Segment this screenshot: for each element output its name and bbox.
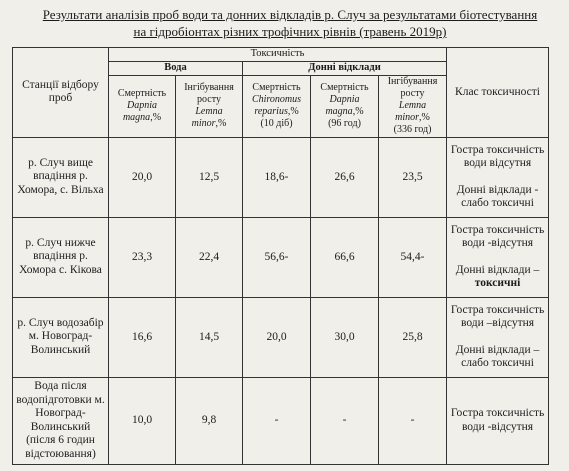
title-line-2: на гідробіонтах різних трофічних рівнів (травень 2019р) — [133, 24, 447, 39]
cell-value: 56,6- — [243, 217, 311, 297]
header-sed-lemna: Інгібування росту Lemna minor,% (336 год) — [379, 75, 447, 137]
cell-value: 30,0 — [311, 297, 379, 377]
header-toxicity: Токсичність — [109, 48, 447, 62]
station-name: Вода після водопідготовки м. Новоград-Волинський (після 6 годин відстоювання) — [13, 377, 109, 464]
header-water-mortality: Смертність Dapnia magna,% — [109, 75, 176, 137]
header-water-inhibition: Інгібування росту Lemna minor,% — [176, 75, 243, 137]
cell-value: - — [311, 377, 379, 464]
table-row — [13, 137, 549, 217]
cell-value: 20,0 — [243, 297, 311, 377]
table-row — [13, 297, 549, 377]
cell-value: 10,0 — [109, 377, 176, 464]
cell-value: 25,8 — [379, 297, 447, 377]
toxicity-class: Гостра токсичність води -відсутня — [447, 377, 549, 464]
cell-value: 66,6 — [311, 217, 379, 297]
station-name: р. Случ вище впадіння р. Хомора, с. Вільха — [13, 137, 109, 217]
station-name: р. Случ водозабір м. Новоград-Волинський — [13, 297, 109, 377]
cell-value: 23,5 — [379, 137, 447, 217]
toxicity-class: Гостра токсичність води –відсутня Донні відклади – слабо токсичні — [447, 297, 549, 377]
cell-value: 22,4 — [176, 217, 243, 297]
cell-value: 23,3 — [109, 217, 176, 297]
toxicity-class: Гостра токсичність води відсутня Донні відклади - слабо токсичні — [447, 137, 549, 217]
cell-value: 26,6 — [311, 137, 379, 217]
table-row — [13, 217, 549, 297]
station-name: р. Случ нижче впадіння р. Хомора с. Кікова — [13, 217, 109, 297]
header-row-toxicity — [13, 48, 549, 62]
cell-value: 18,6- — [243, 137, 311, 217]
cell-value: - — [379, 377, 447, 464]
header-sed-dapnia: Смертність Dapnia magna,% (96 год) — [311, 75, 379, 137]
cell-value: 12,5 — [176, 137, 243, 217]
cell-value: 9,8 — [176, 377, 243, 464]
header-sediments: Донні відклади — [243, 62, 447, 76]
class-emphasis: токсичні — [474, 277, 521, 289]
table-row — [13, 377, 549, 464]
cell-value: - — [243, 377, 311, 464]
cell-value: 20,0 — [109, 137, 176, 217]
header-class: Клас токсичності — [447, 48, 549, 138]
cell-value: 14,5 — [176, 297, 243, 377]
header-sed-chironomus: Смертність Chironomus reparius,% (10 діб) — [243, 75, 311, 137]
toxicity-class: Гостра токсичність води -відсутня Донні відклади – токсичні — [447, 217, 549, 297]
header-stations: Станції відбору проб — [13, 48, 109, 138]
header-water: Вода — [109, 62, 243, 76]
results-table — [12, 47, 549, 465]
cell-value: 16,6 — [109, 297, 176, 377]
cell-value: 54,4- — [379, 217, 447, 297]
title-line-1: Результати аналізів проб води та донних відкладів р. Случ за результатами біотестування — [42, 7, 538, 22]
document-title — [30, 6, 550, 40]
